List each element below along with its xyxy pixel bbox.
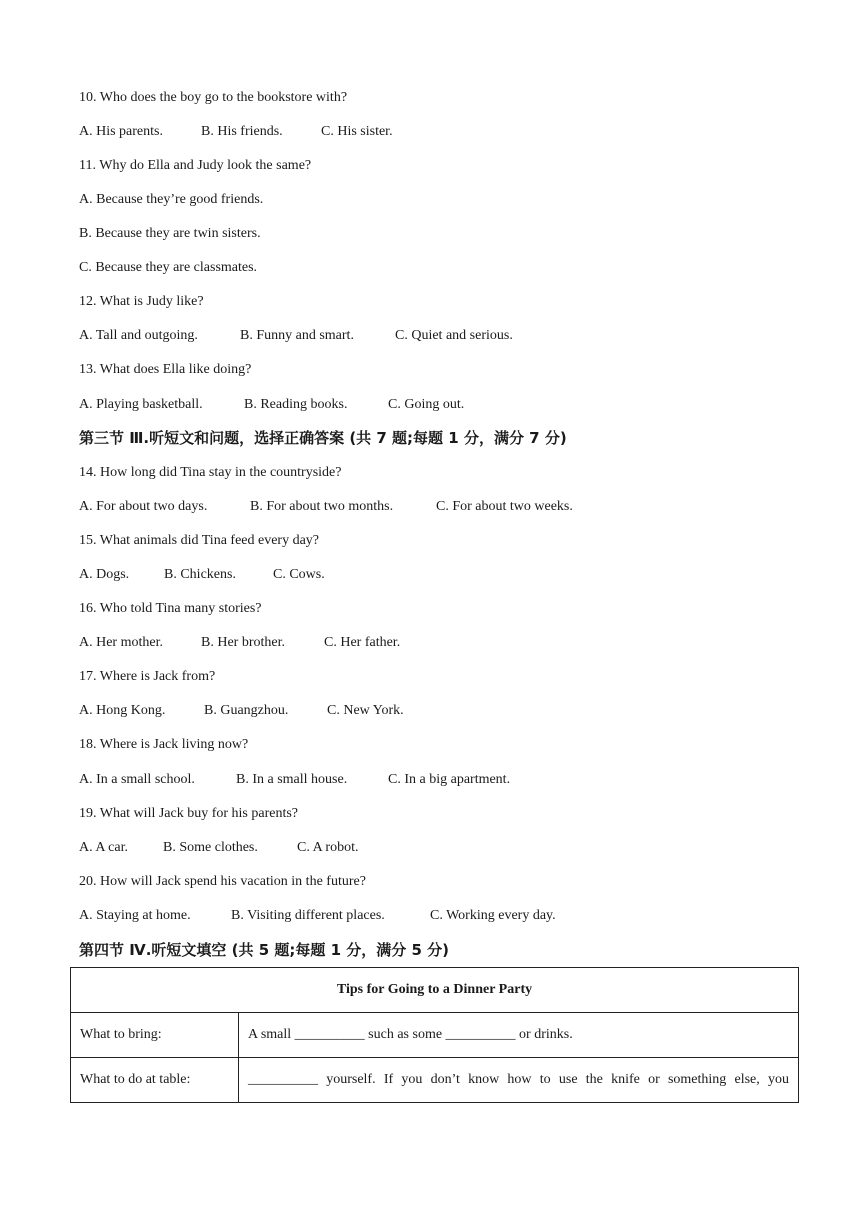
option-c: C. Her father. xyxy=(324,635,401,650)
question-19: 19. What will Jack buy for his parents? xyxy=(79,806,299,821)
option-a: A. Dogs. xyxy=(79,567,130,582)
question-10: 10. Who does the boy go to the bookstore with? xyxy=(79,90,348,105)
option-c: C. In a big apartment. xyxy=(388,772,511,787)
option-c: C. Because they are classmates. xyxy=(79,260,258,275)
options-16 xyxy=(79,634,400,652)
option-c: C. His sister. xyxy=(321,124,393,139)
tips-table xyxy=(70,967,799,1103)
option-a: A. Tall and outgoing. xyxy=(79,328,198,343)
table-title: Tips for Going to a Dinner Party xyxy=(71,968,799,1013)
option-b: B. Reading books. xyxy=(244,397,348,412)
row-label: What to bring: xyxy=(71,1013,239,1058)
options-13 xyxy=(79,396,464,414)
option-b: B. Because they are twin sisters. xyxy=(79,226,261,241)
option-b: B. For about two months. xyxy=(250,499,394,514)
question-11: 11. Why do Ella and Judy look the same? xyxy=(79,158,312,173)
question-18: 18. Where is Jack living now? xyxy=(79,737,249,752)
option-b: B. Visiting different places. xyxy=(231,908,385,923)
options-20 xyxy=(79,907,556,925)
question-12: 12. What is Judy like? xyxy=(79,294,204,309)
options-15 xyxy=(79,566,325,584)
question-14: 14. How long did Tina stay in the countryside? xyxy=(79,465,342,480)
options-18 xyxy=(79,771,510,789)
options-19 xyxy=(79,839,358,857)
option-a: A. Hong Kong. xyxy=(79,703,166,718)
option-b: B. His friends. xyxy=(201,124,283,139)
option-b: B. In a small house. xyxy=(236,772,348,787)
section-4-heading: 第四节 Ⅳ.听短文填空 (共 5 题;每题 1 分，满分 5 分) xyxy=(79,941,449,959)
option-a: A. For about two days. xyxy=(79,499,208,514)
options-10 xyxy=(79,123,393,141)
question-20: 20. How will Jack spend his vacation in the future? xyxy=(79,874,366,889)
table-row xyxy=(71,1058,799,1103)
option-a: A. Her mother. xyxy=(79,635,163,650)
option-c: C. New York. xyxy=(327,703,404,718)
option-c: C. A robot. xyxy=(297,840,359,855)
question-17: 17. Where is Jack from? xyxy=(79,669,216,684)
option-c: C. For about two weeks. xyxy=(436,499,573,514)
option-a: A. In a small school. xyxy=(79,772,195,787)
table-row xyxy=(71,1013,799,1058)
row-content: __________ yourself. If you don’t know how to use the knife or something else, you xyxy=(239,1058,799,1103)
section-3-heading: 第三节 Ⅲ.听短文和问题，选择正确答案 (共 7 题;每题 1 分，满分 7 分) xyxy=(79,429,567,447)
option-a: A. Playing basketball. xyxy=(79,397,203,412)
options-14 xyxy=(79,498,573,516)
options-12 xyxy=(79,327,513,345)
option-b: B. Some clothes. xyxy=(163,840,258,855)
options-17 xyxy=(79,702,404,720)
option-b: B. Funny and smart. xyxy=(240,328,354,343)
row-content: A small __________ such as some __________ or drinks. xyxy=(239,1013,799,1058)
option-c: C. Quiet and serious. xyxy=(395,328,513,343)
option-a: A. His parents. xyxy=(79,124,163,139)
table-title-row xyxy=(71,968,799,1013)
question-16: 16. Who told Tina many stories? xyxy=(79,601,262,616)
option-b: B. Chickens. xyxy=(164,567,236,582)
question-15: 15. What animals did Tina feed every day? xyxy=(79,533,320,548)
option-a: A. Staying at home. xyxy=(79,908,191,923)
option-b: B. Guangzhou. xyxy=(204,703,289,718)
option-c: C. Working every day. xyxy=(430,908,556,923)
question-13: 13. What does Ella like doing? xyxy=(79,362,252,377)
option-b: B. Her brother. xyxy=(201,635,285,650)
option-a: A. Because they’re good friends. xyxy=(79,192,264,207)
row-label: What to do at table: xyxy=(71,1058,239,1103)
option-a: A. A car. xyxy=(79,840,128,855)
option-c: C. Going out. xyxy=(388,397,465,412)
option-c: C. Cows. xyxy=(273,567,325,582)
